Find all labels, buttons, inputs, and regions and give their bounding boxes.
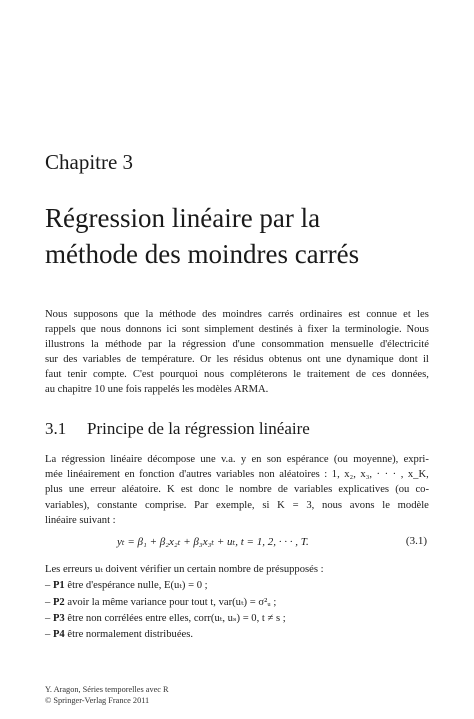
- chapter-title-line: Régression linéaire par la: [45, 203, 321, 233]
- body-line: plus une erreur aléatoire. K est donc le nombre de variables explicatives (ou co-: [45, 484, 429, 496]
- intro-line: sur des variables de température. Or les résidus obtenus ont une dynamique dont il: [45, 354, 429, 366]
- equation-number: (3.1): [405, 535, 427, 547]
- assumption-text: être non corrélées entre elles, corr(uₜ, uₛ) = 0, t ≠ s ;: [67, 612, 286, 624]
- body-paragraph: [45, 452, 429, 528]
- chapter-title: [45, 200, 359, 272]
- section-title: Principe de la régression linéaire: [87, 419, 310, 438]
- body-line: mée linéairement en fonction d'autres variables non aléatoires : 1, x₂, x₃, · · · , x_K,: [45, 469, 429, 481]
- assumption-label: P3: [52, 612, 65, 624]
- section-heading: [45, 419, 310, 439]
- assumption-label: P2: [52, 596, 65, 608]
- assumption-item: – P3 être non corrélées entre elles, corr(uₜ, uₛ) = 0, t ≠ s ;: [45, 612, 286, 624]
- intro-line: faut tenir compte. C'est pourquoi nous compléterons le traitement de ces données,: [45, 369, 429, 381]
- chapter-title-line: méthode des moindres carrés: [45, 239, 360, 269]
- intro-line: illustrons la méthode par la régression d'une consommation mensuelle d'électricité: [45, 339, 429, 351]
- assumption-item: – P1 être d'espérance nulle, E(uₜ) = 0 ;: [45, 580, 208, 592]
- assumption-label: P4: [52, 629, 65, 641]
- intro-line: rappels que nous donnons ici sont simplement destinés à fixer la terminologie. Nous: [45, 324, 429, 336]
- footer-citation: Y. Aragon, Séries temporelles avec R: [45, 685, 169, 694]
- intro-line: Nous supposons que la méthode des moindres carrés ordinaires est connue et les: [45, 309, 429, 320]
- assumption-item: – P2 avoir la même variance pour tout t, var(uₜ) = σ²ᵤ ;: [45, 596, 277, 608]
- assumption-label: P1: [52, 580, 65, 592]
- section-number: 3.1: [45, 419, 67, 438]
- footer-copyright: © Springer-Verlag France 2011: [45, 696, 150, 705]
- assumptions-list: [45, 562, 429, 643]
- equation-body: yₜ = β₁ + β₂x₂ₜ + β₃x₃ₜ + uₜ, t = 1, 2, · · · , T.: [117, 536, 309, 548]
- chapter-label: Chapitre 3: [45, 150, 134, 174]
- footer: [45, 684, 169, 706]
- intro-paragraph: [45, 307, 429, 398]
- assumptions-intro: Les erreurs uₜ doivent vérifier un certain nombre de présupposés :: [45, 564, 324, 575]
- body-line: variables), constante comprise. Par exemple, si K = 3, nous avons le modèle: [45, 499, 429, 511]
- assumption-item: – P4 être normalement distribuées.: [45, 629, 194, 641]
- body-line: La régression linéaire décompose une v.a. y en son espérance (ou moyenne), expri-: [45, 454, 429, 465]
- intro-line: au chapitre 10 une fois rappelés les modèles ARMA.: [45, 384, 269, 396]
- assumption-text: avoir la même variance pour tout t, var(uₜ) = σ²ᵤ ;: [67, 596, 277, 608]
- assumption-text: être d'espérance nulle, E(uₜ) = 0 ;: [67, 580, 208, 592]
- assumption-text: être normalement distribuées.: [67, 629, 194, 641]
- body-line: linéaire suivant :: [45, 514, 116, 526]
